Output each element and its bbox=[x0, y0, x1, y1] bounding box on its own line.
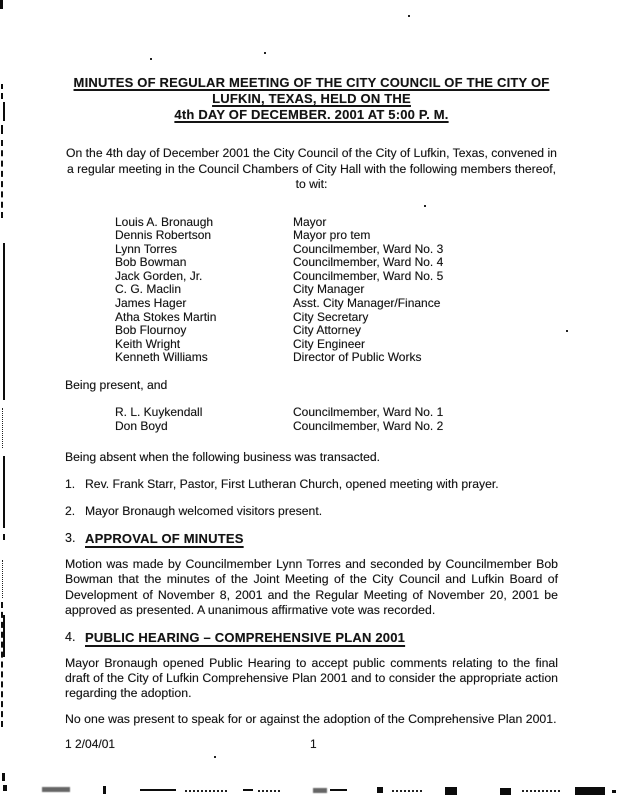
item-text: Rev. Frank Starr, Pastor, First Lutheran Church, opened meeting with prayer. bbox=[85, 477, 499, 492]
attendee-row bbox=[115, 324, 558, 338]
scan-artifact bbox=[575, 787, 605, 795]
section-heading: APPROVAL OF MINUTES bbox=[85, 531, 244, 547]
scan-artifact bbox=[424, 205, 426, 207]
agenda-item-4-body: Mayor Bronaugh opened Public Hearing to accept public comments relating to the final draft of the City of Lufkin Comprehensive Plan 2001 and to consider the appropriate action regarding the adoption. bbox=[65, 656, 558, 701]
agenda-item-2 bbox=[65, 504, 558, 519]
scan-artifact bbox=[2, 560, 3, 598]
attendee-role: Mayor pro tem bbox=[293, 228, 371, 243]
scan-artifact bbox=[264, 52, 266, 54]
title-line-1: MINUTES OF REGULAR MEETING OF THE CITY COUNCIL OF THE CITY OF bbox=[73, 75, 550, 90]
absent-name: R. L. Kuykendall bbox=[115, 405, 203, 420]
absent-roster bbox=[115, 406, 558, 433]
scan-artifact bbox=[408, 15, 410, 17]
attendee-role: Councilmember, Ward No. 3 bbox=[293, 241, 444, 256]
attendee-roster bbox=[115, 216, 558, 366]
absent-row bbox=[115, 420, 558, 434]
present-note: Being present, and bbox=[65, 378, 168, 393]
title-line-2: LUFKIN, TEXAS, HELD ON THE bbox=[212, 91, 411, 106]
attendee-name: James Hager bbox=[115, 296, 187, 311]
scan-artifact bbox=[3, 456, 5, 528]
item-number: 1. bbox=[65, 477, 76, 492]
scan-artifact bbox=[3, 243, 5, 400]
attendee-name: Dennis Robertson bbox=[115, 228, 212, 243]
attendee-row bbox=[115, 243, 558, 257]
attendee-name: Bob Bowman bbox=[115, 255, 187, 270]
page-number: 1 bbox=[310, 736, 316, 751]
attendee-name: Lynn Torres bbox=[115, 241, 178, 256]
attendee-row bbox=[115, 351, 558, 365]
attendee-role: Councilmember, Ward No. 4 bbox=[293, 255, 444, 270]
attendee-role: City Secretary bbox=[293, 309, 369, 324]
scan-artifact bbox=[2, 773, 5, 781]
attendee-row bbox=[115, 270, 558, 284]
scan-artifact bbox=[3, 534, 5, 540]
item-text: Mayor Bronaugh welcomed visitors present. bbox=[85, 504, 323, 519]
page-footer bbox=[65, 737, 558, 751]
scan-artifact bbox=[445, 787, 457, 795]
attendee-name: Atha Stokes Martin bbox=[115, 309, 217, 324]
attendee-role: Councilmember, Ward No. 5 bbox=[293, 268, 444, 283]
absent-role: Councilmember, Ward No. 1 bbox=[293, 405, 444, 420]
scan-artifact bbox=[140, 789, 176, 791]
scan-artifact bbox=[3, 615, 5, 657]
absent-name: Don Boyd bbox=[115, 418, 168, 433]
scan-artifact bbox=[1, 125, 3, 134]
scan-artifact bbox=[2, 408, 3, 448]
scan-artifact bbox=[392, 790, 422, 792]
attendee-row bbox=[115, 283, 558, 297]
absent-note: Being absent when the following business was transacted. bbox=[65, 450, 381, 465]
attendee-name: Bob Flournoy bbox=[115, 323, 187, 338]
document-title bbox=[65, 75, 558, 123]
scan-artifact bbox=[566, 330, 568, 332]
item-number: 3. bbox=[65, 531, 76, 546]
scan-artifact bbox=[3, 102, 5, 121]
attendee-name: Kenneth Williams bbox=[115, 350, 208, 365]
attendee-name: C. G. Maclin bbox=[115, 282, 182, 297]
scan-artifact bbox=[185, 790, 227, 792]
agenda-item-1 bbox=[65, 477, 558, 492]
scan-artifact bbox=[243, 789, 253, 791]
scan-artifact bbox=[522, 790, 560, 792]
agenda-item-3-body: Motion was made by Councilmember Lynn Torres and seconded by Councilmember Bob Bowman that the minutes of the Joint Meeting of the City Council and Lufkin Board of Development of November 8, 2001 and the Regular Meeting of November 20, 2001 be approved as presented. A unanimous affirmative vote was recorded. bbox=[65, 557, 558, 617]
attendee-role: Director of Public Works bbox=[293, 350, 422, 365]
scan-artifact bbox=[1, 84, 3, 89]
scan-artifact bbox=[313, 788, 327, 793]
attendee-role: Mayor bbox=[293, 214, 327, 229]
scan-artifact bbox=[0, 0, 3, 9]
scan-artifact bbox=[42, 787, 70, 792]
scan-artifact bbox=[214, 756, 216, 758]
agenda-item-3-heading bbox=[65, 531, 558, 546]
scan-artifact bbox=[1, 93, 3, 99]
scan-artifact bbox=[1, 140, 3, 218]
attendee-row bbox=[115, 311, 558, 325]
attendee-row bbox=[115, 338, 558, 352]
attendee-role: City Manager bbox=[293, 282, 365, 297]
scan-artifact bbox=[103, 786, 106, 794]
absent-row bbox=[115, 406, 558, 420]
attendee-role: City Attorney bbox=[293, 323, 362, 338]
attendee-name: Louis A. Bronaugh bbox=[115, 214, 214, 229]
intro-paragraph: On the 4th day of December 2001 the City Council of the City of Lufkin, Texas, convened in a regular meeting in the Council Chambers of City Hall with the following members thereof, to wit: bbox=[66, 146, 557, 191]
attendee-row bbox=[115, 229, 558, 243]
section-heading: PUBLIC HEARING – COMPREHENSIVE PLAN 2001 bbox=[85, 630, 406, 646]
scan-artifact bbox=[500, 788, 511, 795]
attendee-name: Keith Wright bbox=[115, 336, 181, 351]
item-number: 4. bbox=[65, 630, 76, 645]
scan-artifact bbox=[3, 785, 7, 791]
attendee-row bbox=[115, 216, 558, 230]
title-line-3: 4th DAY OF DECEMBER. 2001 AT 5:00 P. M. bbox=[174, 107, 449, 122]
agenda-item-4-body-2: No one was present to speak for or against the adoption of the Comprehensive Plan 2001. bbox=[65, 711, 557, 726]
scan-artifact bbox=[377, 787, 383, 793]
scan-artifact bbox=[258, 790, 280, 792]
agenda-item-4-heading bbox=[65, 630, 558, 645]
attendee-row bbox=[115, 256, 558, 270]
attendee-role: Asst. City Manager/Finance bbox=[293, 296, 441, 311]
absent-role: Councilmember, Ward No. 2 bbox=[293, 418, 444, 433]
attendee-row bbox=[115, 297, 558, 311]
item-number: 2. bbox=[65, 504, 76, 519]
footer-date: 1 2/04/01 bbox=[65, 736, 116, 751]
scan-artifact bbox=[330, 789, 347, 791]
scan-artifact bbox=[150, 58, 152, 60]
attendee-name: Jack Gorden, Jr. bbox=[115, 268, 203, 283]
attendee-role: City Engineer bbox=[293, 336, 366, 351]
scan-artifact bbox=[612, 790, 616, 793]
